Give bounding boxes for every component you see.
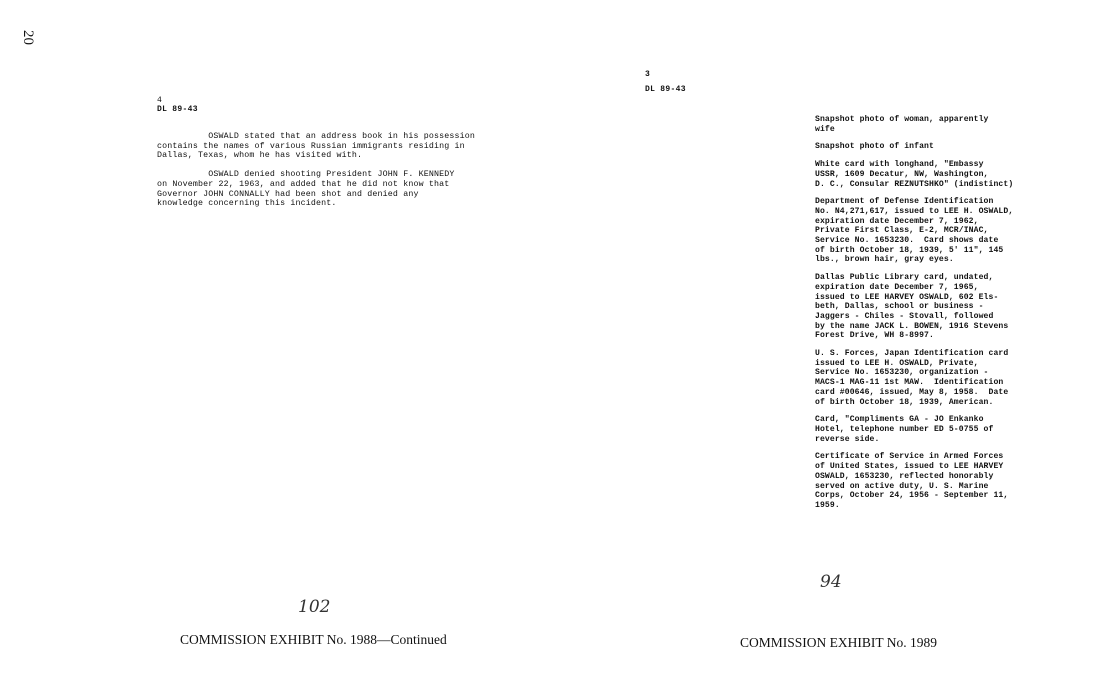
right-item-list bbox=[815, 115, 1085, 511]
list-item: Card, "Compliments GA - JO Enkanko Hotel, telephone number ED 5-0755 of reverse side. bbox=[815, 415, 994, 444]
list-item: Department of Defense Identification No. N4,271,617, issued to LEE H. OSWALD, expiration date December 7, 1962, Private First Class, E-2, MCR/INAC, Service No. 1653230. Card shows date of birth October 18, 1939, 5' 11", 145 lbs., brown hair, gray eyes. bbox=[815, 197, 1014, 265]
list-item: White card with longhand, "Embassy USSR, 1609 Decatur, NW, Washington, D. C., Consular REZNUTSHKO" (indistinct) bbox=[815, 160, 1014, 189]
right-header bbox=[645, 70, 686, 94]
left-paragraph: OSWALD denied shooting President JOHN F. KENNEDY on November 22, 1963, and added that he did not know that Governor JOHN CONNALLY had been shot and denied any knowledge concerning this incident. bbox=[157, 170, 455, 209]
right-page-number: 3 bbox=[645, 70, 650, 79]
left-document bbox=[157, 96, 537, 209]
left-exhibit-caption: COMMISSION EXHIBIT No. 1988—Continued bbox=[180, 632, 447, 647]
list-item: Dallas Public Library card, undated, expiration date December 7, 1965, issued to LEE HARVEY OSWALD, 602 Els- beth, Dallas, school or business - Jaggers - Chiles - Stovall, followed by the name JACK L. BOWEN, 1916 Stevens Forest Drive, WH 8-8997. bbox=[815, 273, 1009, 341]
left-file-number: DL 89-43 bbox=[157, 105, 198, 114]
list-item: U. S. Forces, Japan Identification card issued to LEE H. OSWALD, Private, Service No. 1653230, organization - MACS-1 MAG-11 1st MAW. Identification card #00646, issued, May 8, 1958. Date of birth October 18, 1939, American. bbox=[815, 349, 1009, 407]
list-item: Certificate of Service in Armed Forces of United States, issued to LEE HARVEY OSWALD, 1653230, reflected honorably served on active duty, U. S. Marine Corps, October 24, 1956 - September 11, 1959. bbox=[815, 452, 1009, 510]
right-exhibit-caption: COMMISSION EXHIBIT No. 1989 bbox=[740, 635, 938, 650]
right-handwritten-number: 94 bbox=[820, 572, 842, 592]
left-page-number: 4 bbox=[157, 96, 162, 105]
left-paragraph: OSWALD stated that an address book in his possession contains the names of various Russian immigrants residing in Dallas, Texas, whom he has visited with. bbox=[157, 132, 475, 161]
list-item: Snapshot photo of infant bbox=[815, 142, 934, 152]
right-file-number: DL 89-43 bbox=[645, 85, 686, 94]
list-item: Snapshot photo of woman, apparently wife bbox=[815, 115, 989, 134]
left-handwritten-number: 102 bbox=[298, 597, 331, 617]
page-number: 20 bbox=[20, 30, 36, 45]
